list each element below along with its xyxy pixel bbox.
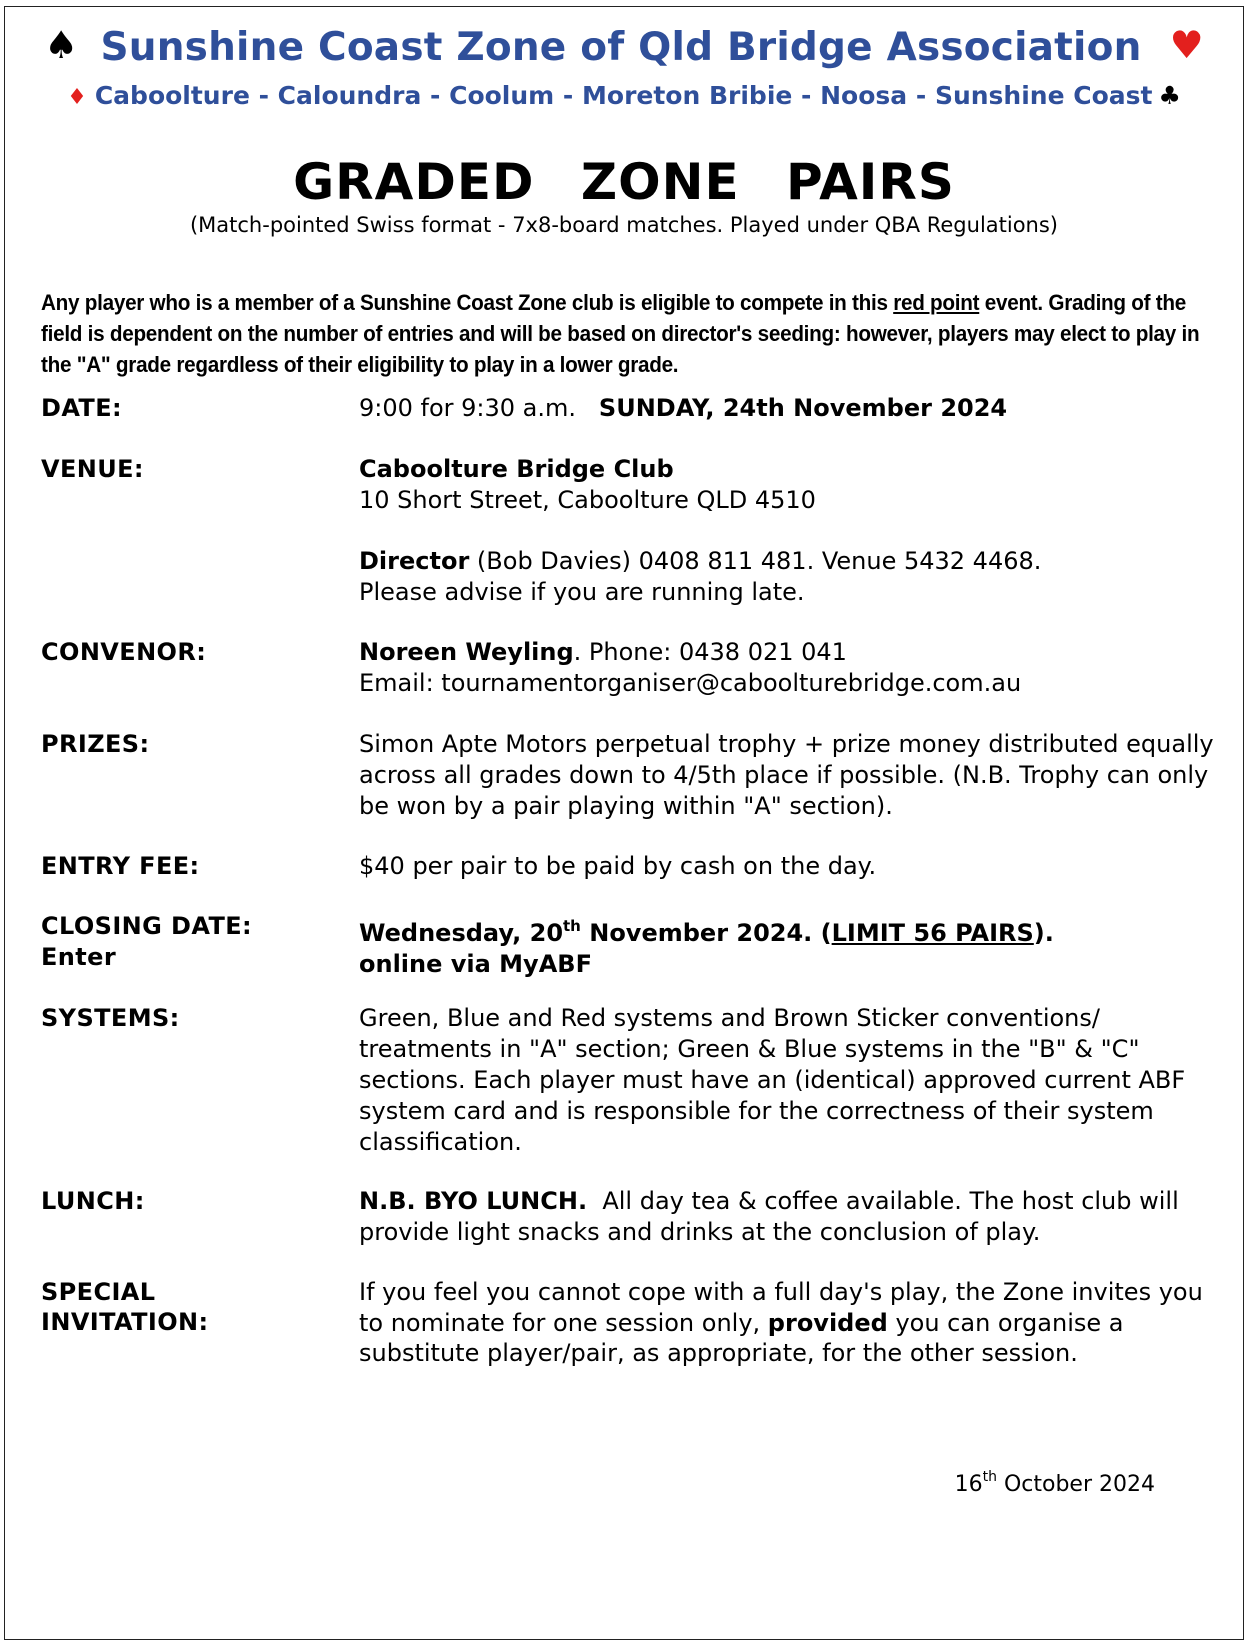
convenor-email: Email: tournamentorganiser@caboolturebridge.com.au [359, 669, 1022, 697]
intro-text: Any player who is a member of a Sunshine Coast Zone club is eligible to compete in this [41, 290, 894, 315]
venue-value [359, 454, 1219, 608]
special-value [359, 1277, 1219, 1369]
venue-label: VENUE: [41, 455, 144, 483]
club-icon: ♣ [1158, 81, 1181, 110]
closing-day: Wednesday, 20 [359, 919, 564, 947]
date-label: DATE: [41, 394, 122, 422]
closing-value [359, 911, 1219, 980]
prizes-label: PRIZES: [41, 730, 150, 758]
closing-online: online via MyABF [359, 950, 592, 978]
org-title [5, 23, 1243, 70]
prizes-value: Simon Apte Motors perpetual trophy + prize money distributed equally across all grades down to 4/5th place if possible. (N.B. Trophy can only be won by a pair playing within "A" section). [359, 730, 1214, 820]
convenor-phone: . Phone: 0438 021 041 [573, 638, 847, 666]
event-subtitle: (Match-pointed Swiss format - 7x8-board matches. Played under QBA Regulations) [189, 213, 1059, 237]
systems-label: SYSTEMS: [41, 1004, 180, 1032]
venue-name: Caboolture Bridge Club [359, 455, 674, 483]
convenor-name: Noreen Weyling [359, 638, 574, 666]
member-clubs-text: Caboolture - Caloundra - Coolum - Moreton Bribie - Noosa - Sunshine Coast [94, 81, 1153, 110]
venue-address: 10 Short Street, Caboolture QLD 4510 [359, 486, 816, 514]
closing-rest: November 2024. ( [580, 919, 832, 947]
closing-day-suffix: th [563, 917, 581, 935]
member-clubs [5, 81, 1243, 110]
heart-icon: ♥ [1169, 23, 1204, 67]
convenor-value [359, 637, 1219, 699]
intro-text-2: event. Grading of the field is dependent on the number of entries and will be based on director's seeding: however, players may elect to play in the "A" grade regardless of their eligibility to play in a lower grade. [41, 290, 1200, 377]
entry-fee-value: $40 per pair to be paid by cash on the day. [359, 852, 877, 880]
issue-day-suffix: th [982, 1469, 997, 1485]
director-label: Director [359, 547, 470, 575]
special-label-1: SPECIAL [41, 1278, 156, 1306]
diamond-icon: ♦ [67, 85, 87, 110]
closing-end: ). [1033, 919, 1054, 947]
special-label-2: INVITATION: [41, 1308, 209, 1336]
date-value [359, 393, 1219, 424]
lunch-text: All day tea & coffee available. The host club will provide light snacks and drinks at the conclusion of play. [359, 1187, 1187, 1246]
spade-icon: ♠ [44, 23, 79, 67]
closing-label [41, 911, 331, 973]
eligibility-paragraph [41, 287, 1214, 380]
director-text: (Bob Davies) 0408 811 481. Venue 5432 4468. [469, 547, 1042, 575]
event-title: GRADED ZONE PAIRS [293, 153, 955, 211]
lunch-value [359, 1186, 1219, 1248]
org-title-text: Sunshine Coast Zone of Qld Bridge Association [100, 25, 1142, 70]
convenor-label: CONVENOR: [41, 638, 207, 666]
issue-rest: October 2024 [996, 1472, 1155, 1497]
systems-value: Green, Blue and Red systems and Brown Sticker conventions/ treatments in "A" section; Green & Blue systems in the "B" & "C" sections. Each player must have an (identical) approved current ABF system card and is responsible for the correctness of their system classification. [359, 1004, 1186, 1156]
pair-limit: LIMIT 56 PAIRS [831, 919, 1034, 947]
late-note: Please advise if you are running late. [359, 578, 805, 606]
flyer-page [4, 6, 1244, 1640]
closing-label-1: CLOSING DATE: [41, 912, 253, 940]
provided-text: provided [767, 1308, 888, 1337]
red-point-text: red point [893, 290, 980, 315]
issue-day: 16 [954, 1472, 983, 1497]
lunch-label: LUNCH: [41, 1187, 145, 1215]
date-day: SUNDAY, 24th November 2024 [598, 394, 1008, 422]
byo-lunch: N.B. BYO LUNCH. [359, 1187, 588, 1215]
issue-date [955, 1469, 1155, 1497]
closing-label-2: Enter [41, 943, 117, 971]
date-time: 9:00 for 9:30 a.m. [359, 394, 577, 422]
special-text-2: you can organise a substitute player/pair, as appropriate, for the other session. [359, 1308, 1124, 1367]
entry-fee-label: ENTRY FEE: [41, 852, 200, 880]
special-label [41, 1277, 331, 1337]
special-text-1: If you feel you cannot cope with a full day's play, the Zone invites you to nominate for one session only, [359, 1278, 1203, 1337]
